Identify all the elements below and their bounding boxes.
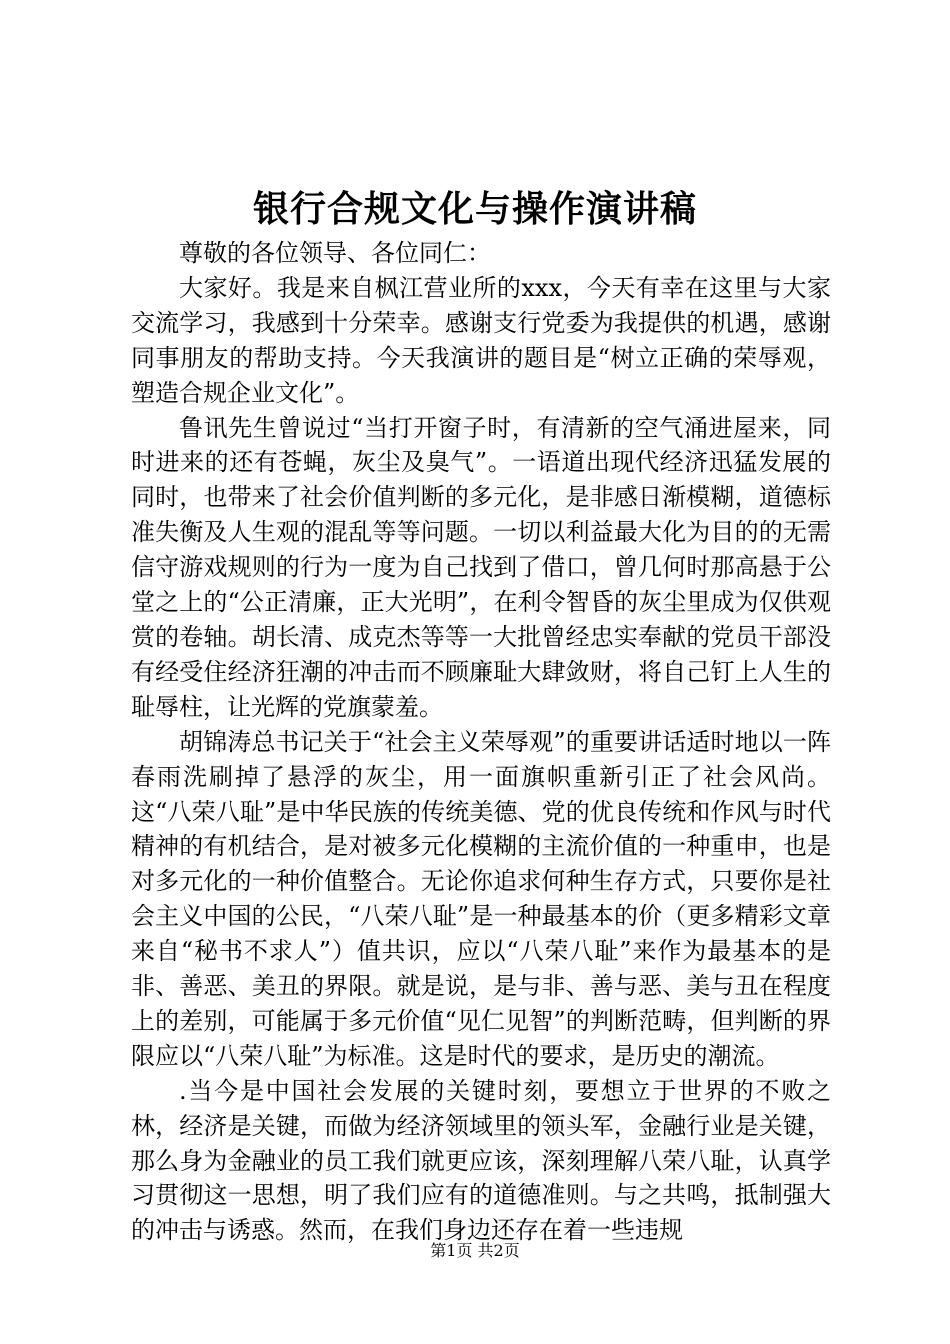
page-footer: 第1页 共2页 [430, 1241, 520, 1260]
paragraph-3: 胡锦涛总书记关于“社会主义荣辱观”的重要讲话适时地以一阵春雨洗刷掉了悬浮的灰尘，用一面旗帜重新引正了社会风尚。这“八荣八耻”是中华民族的传统美德、党的优良传统和作风与时代精神的有机结合，是对被多元化模糊的主流价值的一种重申，也是对多元化的一种价值整合。无论你追求何种生存方式，只要你是社会主义中国的公民，“八荣八耻”是一种最基本的价（更多精彩文章来自“秘书不求人”）值共识，应以“八荣八耻”来作为最基本的是非、善恶、美丑的界限。就是说，是与非、善与恶、美与丑在程度上的差别，可能属于多元价值“见仁见智”的判断范畴，但判断的界限应以“八荣八耻”为标准。这是时代的要求，是历史的潮流。 [131, 727, 831, 1070]
document-title: 银行合规文化与操作演讲稿 [252, 188, 697, 230]
paragraph-2: 鲁讯先生曾说过“当打开窗子时，有清新的空气涌进屋来，同时进来的还有苍蝇，灰尘及臭气”。一语道出现代经济迅猛发展的同时，也带来了社会价值判断的多元化，是非感日渐模糊，道德标准失衡及人生观的混乱等等问题。一切以利益最大化为目的的无需信守游戏规则的行为一度为自己找到了借口，曾几何时那高悬于公堂之上的“公正清廉，正大光明”，在利令智昏的灰尘里成为仅供观赏的卷轴。胡长清、成克杰等等一大批曾经忠实奉献的党员干部没有经受住经济狂潮的冲击而不顾廉耻大肆敛财，将自己钉上人生的耻辱柱，让光辉的党旗蒙羞。 [131, 413, 831, 721]
salutation: 尊敬的各位领导、各位同仁： [179, 239, 491, 267]
document-body [131, 236, 831, 1248]
paragraph-4: .当今是中国社会发展的关键时刻，要想立于世界的不败之林，经济是关键，而做为经济领域里的领头军，金融行业是关键，那么身为金融业的员工我们就更应该，深刻理解八荣八耻，认真学习贯彻这一思想，明了我们应有的道德准则。与之共鸣，抵制强大的冲击与诱惑。然而，在我们身边还存在着一些违规 [131, 1076, 831, 1245]
paragraph-1: 大家好。我是来自枫江营业所的xxx，今天有幸在这里与大家交流学习，我感到十分荣幸。感谢支行党委为我提供的机遇，感谢同事朋友的帮助支持。今天我演讲的题目是“树立正确的荣辱观，塑造合规企业文化”。 [131, 273, 831, 407]
